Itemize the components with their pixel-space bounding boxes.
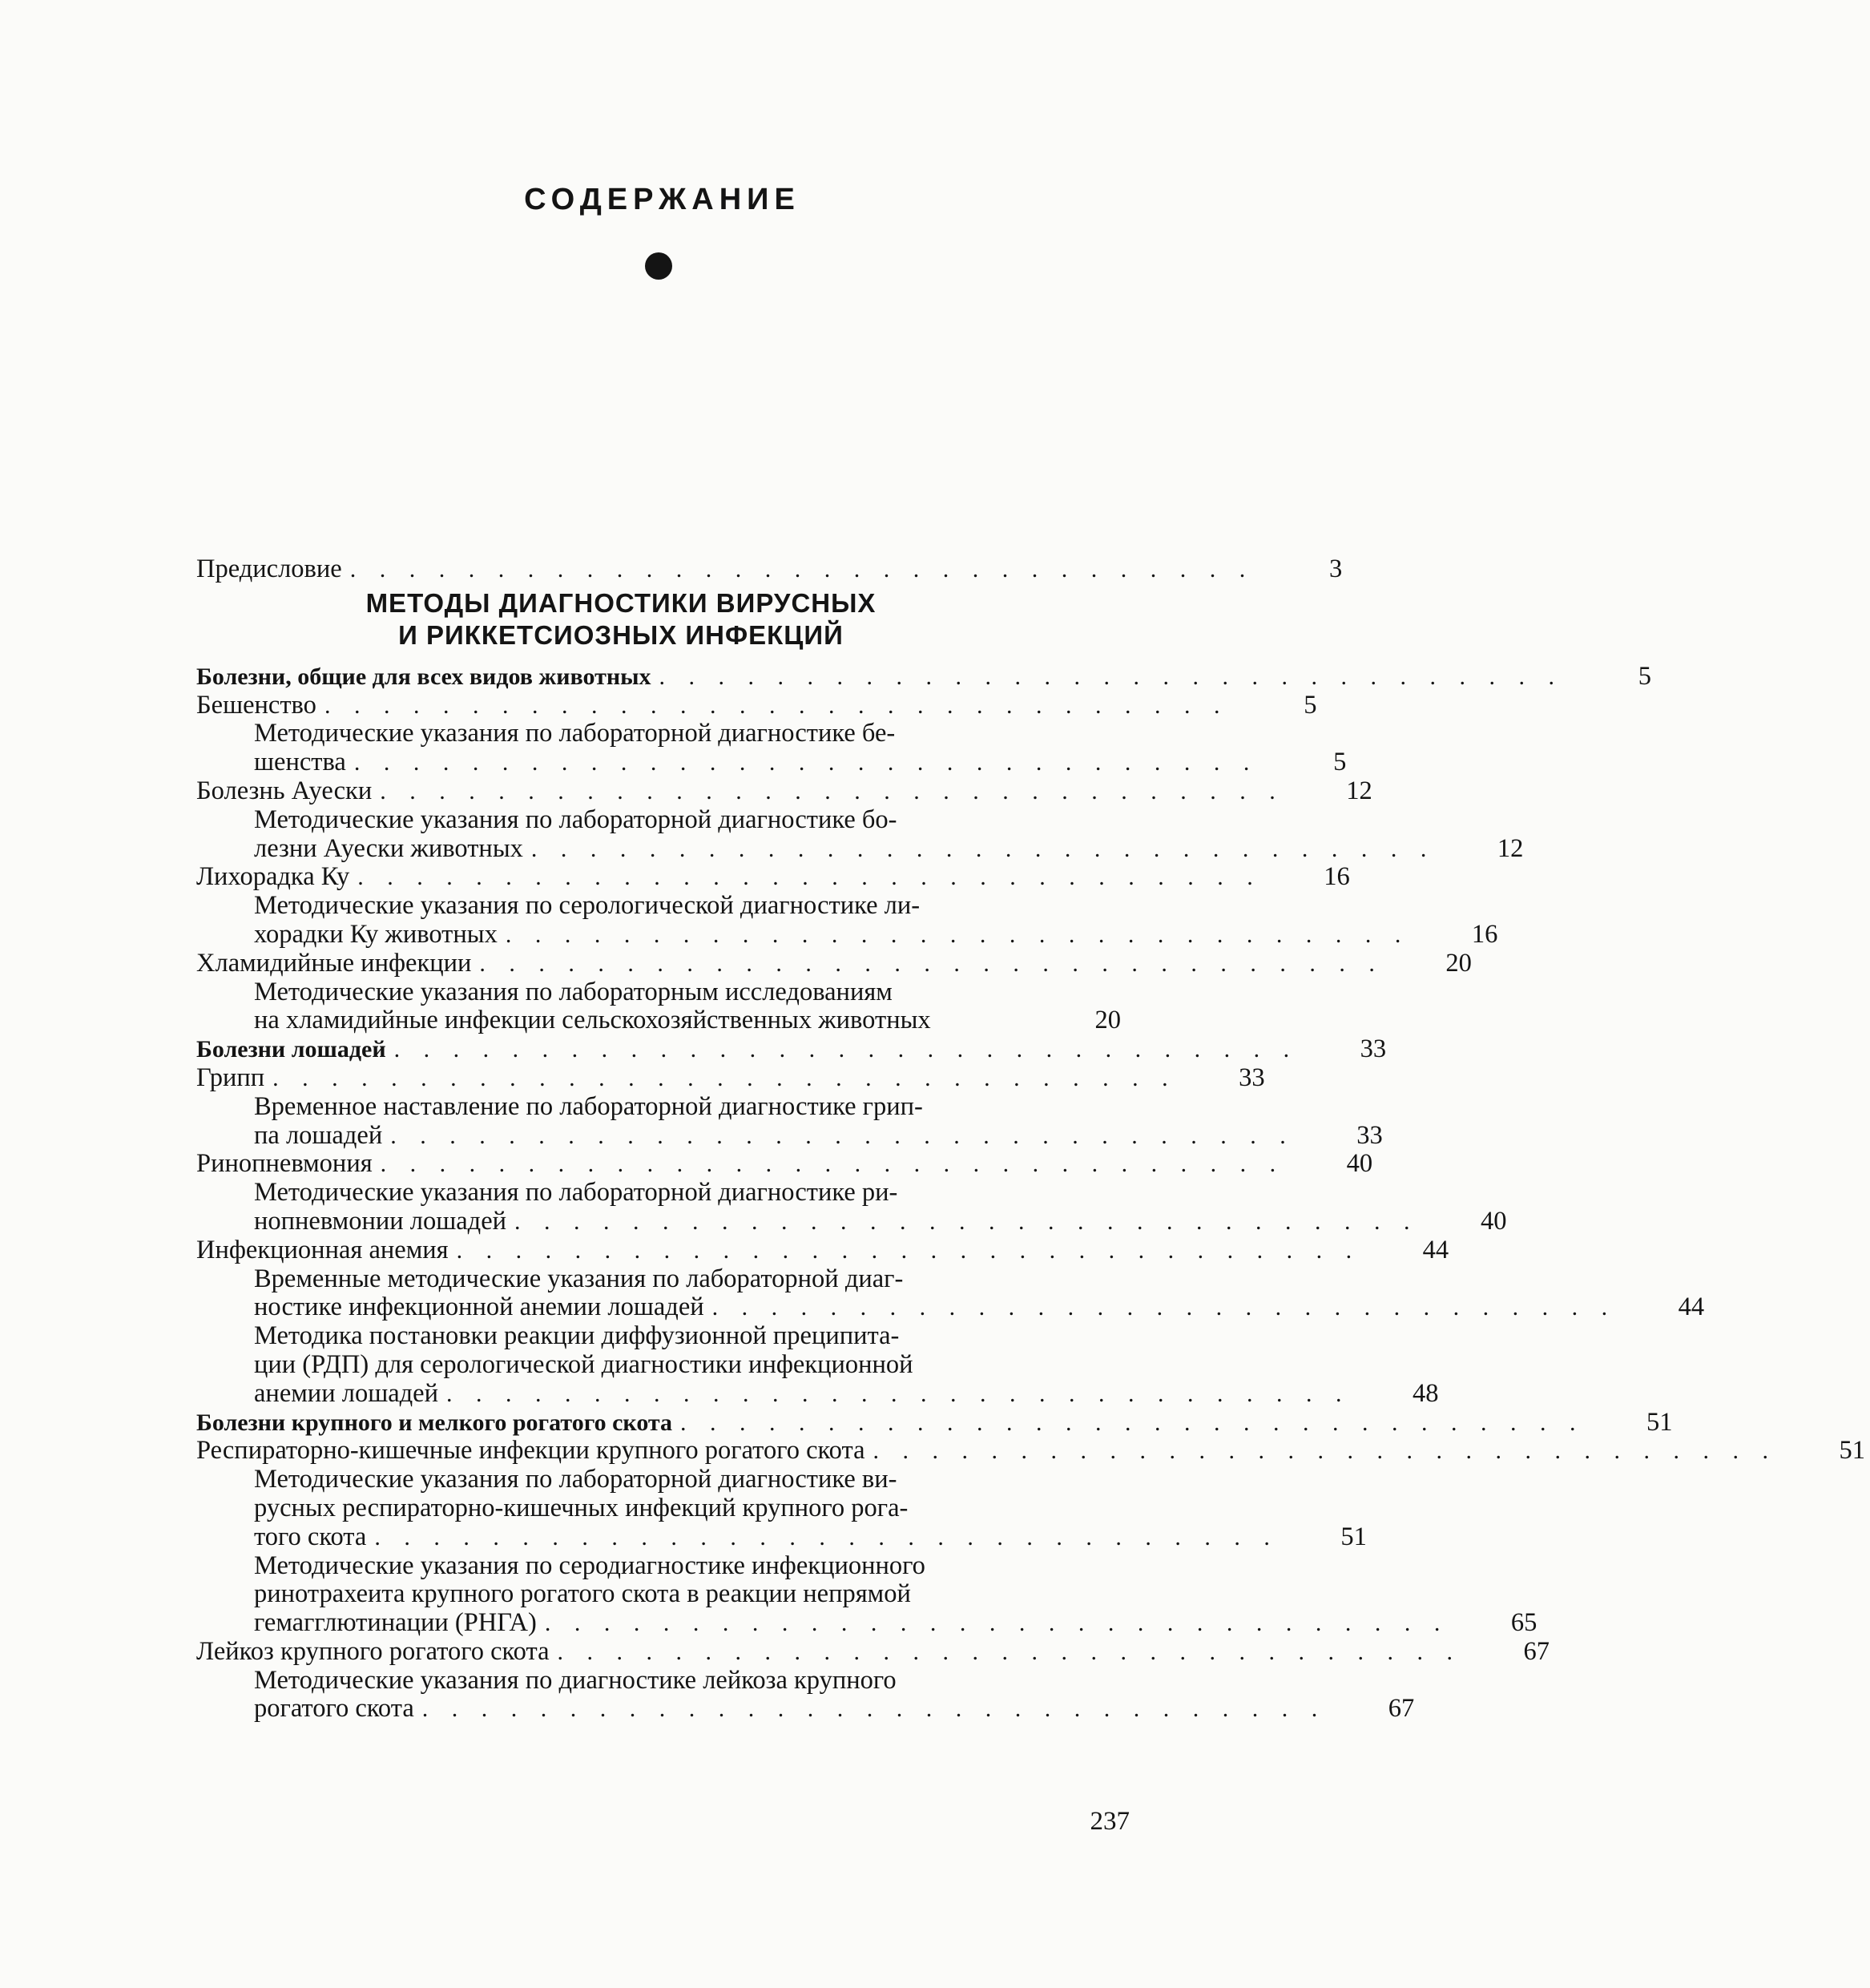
- toc-entry-text: гемагглютинации (РНГА): [254, 1608, 537, 1638]
- leader-dots: . . . . . . . . . . . . . . . . . . . . . . . . . . . . . . .: [530, 835, 1436, 862]
- toc-entry-text: Предисловие: [196, 554, 342, 583]
- toc-page-number: 40: [1346, 1149, 1373, 1179]
- toc-entry[interactable]: [196, 1436, 1866, 1466]
- leader-dots: . . . . . . . . . . . . . . . . . . . . . . . . . . . . . . .: [711, 1294, 1617, 1321]
- leader-dots: . . . . . . . . . . . . . . . . . . . . . . . . . . . . . . .: [505, 921, 1410, 948]
- toc-page-number: 40: [1481, 1206, 1507, 1236]
- toc-entry-text: Болезнь Ауески: [196, 776, 373, 805]
- toc-subentry[interactable]: [196, 1178, 1507, 1236]
- leader-dots: . . . . . . . . . . . . . . . . . . . . . . . . . . . . . . .: [353, 749, 1259, 776]
- toc-entry-line: Методические указания по лабораторной диагностике бо-: [254, 804, 897, 834]
- toc-entry-line: Методические указания по лабораторной диагностике ри-: [254, 1178, 898, 1208]
- toc-entry-text: Хламидийные инфекции: [196, 948, 472, 978]
- leader-dots: . . . . . . . . . . . . . . . . . . . . . . . . . . . . . . .: [544, 1610, 1449, 1637]
- toc-group-heading[interactable]: [196, 1034, 1387, 1064]
- toc-page-number: 20: [1094, 1006, 1121, 1035]
- toc-subentry[interactable]: [196, 1321, 1439, 1408]
- leader-dots: . . . . . . . . . . . . . . . . . . . . . . . . . . . . . . .: [380, 1151, 1285, 1178]
- leader-dots: . . . . . . . . . . . . . . . . . . . . . . . . . . . . . . .: [446, 1380, 1351, 1407]
- toc-entry-line: Временные методические указания по лабораторной диаг-: [254, 1264, 904, 1293]
- toc-page-number: 67: [1388, 1694, 1415, 1724]
- toc-entry-line: Методические указания по серологической диагностике ли-: [254, 891, 921, 921]
- toc-page-number: 48: [1413, 1378, 1439, 1408]
- toc-page-number: 12: [1346, 776, 1372, 805]
- toc-entry-text: Болезни лошадей: [196, 1036, 386, 1063]
- toc-entry-text: шенства: [254, 748, 346, 777]
- toc-page-number: 5: [1638, 661, 1652, 691]
- toc-page-number: 3: [1328, 554, 1343, 583]
- leader-dots: . . . . . . . . . . . . . . . . . . . . . . . . . . . . . . .: [557, 1638, 1462, 1665]
- toc-subentry[interactable]: [196, 1091, 1383, 1151]
- leader-dots: . . . . . . . . . . . . . . . . . . . . . . . . . . . . . . .: [390, 1122, 1295, 1149]
- toc-entry[interactable]: [196, 776, 1372, 806]
- toc-page-number: 51: [1646, 1407, 1673, 1437]
- toc-entry-text: Бешенство: [196, 690, 316, 720]
- toc-subentry[interactable]: [196, 1550, 1538, 1638]
- toc-page-number: 44: [1422, 1235, 1449, 1264]
- section-heading-line: МЕТОДЫ ДИАГНОСТИКИ ВИРУСНЫХ: [365, 587, 877, 618]
- toc-entry[interactable]: [196, 862, 1350, 892]
- toc-entry-text: анемии лошадей: [254, 1378, 438, 1408]
- leader-dots: . . . . . . . . . . . . . . . . . . . . . . . . . . . . . . .: [659, 663, 1564, 690]
- toc-subentry[interactable]: [196, 719, 1347, 777]
- toc-entry-text: Болезни, общие для всех видов животных: [196, 663, 651, 690]
- toc-entry-line: русных респираторно-кишечных инфекций крупного рога-: [254, 1493, 909, 1522]
- toc-entry-line: Методические указания по лабораторным исследованиям: [254, 977, 893, 1006]
- toc-entry-text: Инфекционная анемия: [196, 1235, 449, 1264]
- toc-page-number: 5: [1333, 748, 1347, 777]
- toc-page-number: 51: [1340, 1522, 1367, 1551]
- toc-entry-text: Лейкоз крупного рогатого скота: [196, 1636, 550, 1666]
- leader-dots: . . . . . . . . . . . . . . . . . . . . . . . . . . . . . . .: [479, 950, 1384, 977]
- toc-page-number: 44: [1678, 1292, 1705, 1322]
- toc-entry[interactable]: [196, 1636, 1550, 1667]
- toc-entry-text: Респираторно-кишечные инфекции крупного рогатого скота: [196, 1436, 865, 1466]
- leader-dots: . . . . . . . . . . . . . . . . . . . . . . . . . . . . . . .: [374, 1523, 1279, 1550]
- toc-entry-preface[interactable]: [196, 554, 1343, 584]
- toc-entry-line: Методические указания по лабораторной диагностике ви-: [254, 1465, 897, 1494]
- bullet-ornament: [645, 252, 672, 280]
- leader-dots: . . . . . . . . . . . . . . . . . . . . . . . . . . . . . . .: [873, 1438, 1778, 1465]
- toc-entry-line: Методические указания по лабораторной диагностике бе-: [254, 719, 896, 748]
- toc-entry-text: на хламидийные инфекции сельскохозяйственных животных: [254, 1006, 931, 1035]
- leader-dots: . . . . . . . . . . . . . . . . . . . . . . . . . . . . . . .: [456, 1236, 1361, 1264]
- toc-entry-text: хорадки Ку животных: [254, 919, 498, 949]
- toc-entry[interactable]: [196, 1149, 1373, 1179]
- toc-page-number: 33: [1360, 1034, 1387, 1064]
- toc-entry-text: ностике инфекционной анемии лошадей: [254, 1292, 704, 1322]
- toc-page-number: 16: [1471, 919, 1498, 949]
- toc-entry-line: Методические указания по серодиагностике инфекционного: [254, 1550, 925, 1580]
- table-of-contents: [196, 554, 1866, 1724]
- toc-entry-text: Лихорадка Ку: [196, 862, 350, 892]
- section-heading-line: И РИККЕТСИОЗНЫХ ИНФЕКЦИЙ: [398, 619, 844, 650]
- toc-page-number: 33: [1239, 1063, 1265, 1092]
- toc-entry-text: па лошадей: [254, 1120, 383, 1150]
- toc-group-heading[interactable]: [196, 661, 1652, 692]
- toc-entry-text: того скота: [254, 1522, 367, 1551]
- toc-page-number: 16: [1324, 862, 1350, 892]
- toc-page-number: 65: [1510, 1608, 1538, 1638]
- toc-entry[interactable]: [196, 948, 1472, 978]
- toc-page-number: 33: [1356, 1120, 1383, 1150]
- toc-entry-text: нопневмонии лошадей: [254, 1206, 507, 1236]
- toc-entry[interactable]: [196, 690, 1317, 720]
- toc-entry-line: ринотрахеита крупного рогатого скота в реакции непрямой: [254, 1579, 911, 1609]
- section-heading: [196, 587, 1046, 651]
- toc-subentry[interactable]: [196, 1465, 1367, 1551]
- toc-page-number: 20: [1445, 948, 1472, 978]
- leader-dots: . . . . . . . . . . . . . . . . . . . . . . . . . . . . . . .: [349, 556, 1255, 583]
- toc-subentry[interactable]: [196, 804, 1524, 864]
- toc-page-number: 12: [1497, 833, 1524, 863]
- page-title: СОДЕРЖАНИЕ: [524, 183, 800, 216]
- toc-subentry[interactable]: [196, 1665, 1415, 1724]
- toc-entry-text: Ринопневмония: [196, 1149, 373, 1179]
- toc-page-number: 67: [1523, 1636, 1550, 1666]
- toc-entry-text: Грипп: [196, 1063, 265, 1092]
- toc-entry-line: Методика постановки реакции диффузионной преципита-: [254, 1321, 900, 1351]
- leader-dots: . . . . . . . . . . . . . . . . . . . . . . . . . . . . . . .: [272, 1064, 1177, 1091]
- toc-subentry[interactable]: [196, 978, 1126, 1036]
- toc-entry[interactable]: [196, 1063, 1265, 1093]
- leader-dots: . . . . . . . . . . . . . . . . . . . . . . . . . . . . . . .: [514, 1208, 1419, 1235]
- leader-dots: . . . . . . . . . . . . . . . . . . . . . . . . . . . . . . .: [380, 777, 1284, 804]
- toc-entry-text: Болезни крупного и мелкого рогатого скота: [196, 1409, 673, 1436]
- toc-subentry[interactable]: [196, 891, 1498, 950]
- leader-dots: . . . . . . . . . . . . . . . . . . . . . . . . . . . . . . .: [324, 692, 1229, 719]
- toc-entry-line: Временное наставление по лабораторной диагностике грип-: [254, 1091, 923, 1121]
- leader-dots: . . . . . . . . . . . . . . . . . . . . . . . . . . . . . . .: [357, 864, 1262, 891]
- toc-group-heading[interactable]: [196, 1407, 1673, 1438]
- toc-entry[interactable]: [196, 1235, 1449, 1265]
- leader-dots: . . . . . . . . . . . . . . . . . . . . . . . . . . . . . . .: [421, 1696, 1327, 1723]
- leader-dots: . . . . . . . . . . . . . . . . . . . . . . . . . . . . . . .: [680, 1409, 1585, 1436]
- toc-page-number: 5: [1304, 690, 1317, 720]
- toc-entry-line: ции (РДП) для серологической диагностики инфекционной: [254, 1349, 913, 1379]
- toc-subentry[interactable]: [196, 1264, 1705, 1323]
- toc-entry-text: лезни Ауески животных: [254, 833, 523, 863]
- toc-entry-text: рогатого скота: [254, 1694, 414, 1724]
- toc-page-number: 51: [1839, 1436, 1866, 1466]
- leader-dots: . . . . . . . . . . . . . . . . . . . . . . . . . . . . . . .: [393, 1036, 1299, 1063]
- toc-entry-line: Методические указания по диагностике лейкоза крупного: [254, 1665, 897, 1695]
- page-number: 237: [1090, 1807, 1130, 1836]
